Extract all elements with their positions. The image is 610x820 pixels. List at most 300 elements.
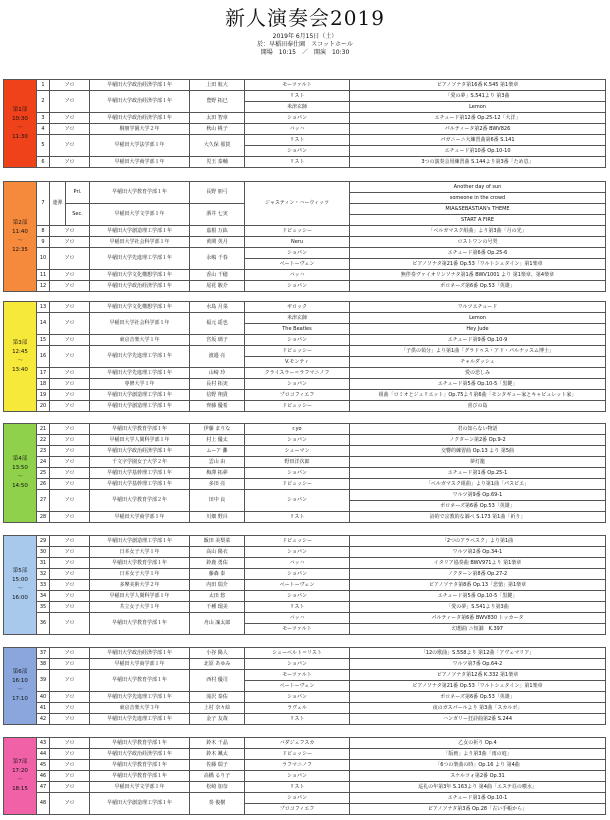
- performance-form: ソロ: [50, 479, 90, 490]
- performer-name: 長野 朋弓: [190, 182, 245, 204]
- performer-name: 渡邉 亮: [190, 346, 245, 368]
- program-row: [4, 738, 606, 749]
- composer: ベートーヴェン: [245, 580, 350, 591]
- performer-name: 内田 瑞介: [190, 580, 245, 591]
- performance-form: ソロ: [50, 226, 90, 237]
- performer-name: 長村 拓実: [190, 379, 245, 390]
- row-number: 22: [37, 435, 50, 446]
- composer: バッハ: [245, 124, 350, 135]
- performance-form: ソロ: [50, 547, 90, 558]
- performance-form: ソロ: [50, 135, 90, 157]
- program-row: [4, 591, 606, 602]
- performance-form: ソロ: [50, 591, 90, 602]
- performer-affiliation: 早稲田大学政治経済学部１年: [90, 749, 190, 760]
- work-title: 夢灯籠: [350, 457, 606, 468]
- composer: ドビュッシー: [245, 749, 350, 760]
- work-title: ポロネーズ第6番 Op.53「英雄」: [350, 692, 606, 703]
- row-number: 13: [37, 302, 50, 313]
- row-number: 33: [37, 580, 50, 591]
- program-row: [4, 659, 606, 670]
- work-title: 夜のガスパールより 第3曲「スカルボ」: [350, 703, 606, 714]
- work-title: ノクターン第8番 Op.27-2: [350, 569, 606, 580]
- composer: r.yo: [245, 424, 350, 435]
- performer-affiliation: 専修大学１年: [90, 379, 190, 390]
- work-title: ワルツ第2番 Op.34-1: [350, 547, 606, 558]
- block-start-time: 13:50: [12, 465, 28, 471]
- program-row: [4, 468, 606, 479]
- performer-name: 黄関 英月: [190, 237, 245, 248]
- performer-name: 福元 遥也: [190, 313, 245, 335]
- performer-name: 飯田 美梨菜: [190, 536, 245, 547]
- program-row: [4, 401, 606, 412]
- program-row: [4, 793, 606, 804]
- row-number: 28: [37, 512, 50, 523]
- block-time-separator: 〜: [17, 357, 23, 364]
- composer: モーツァルト: [245, 624, 350, 635]
- performer-affiliation: 早稲田大学社会科学部１年: [90, 313, 190, 335]
- performance-form: ソロ: [50, 558, 90, 569]
- composer: V.モンティ: [245, 357, 350, 368]
- program-row: [4, 346, 606, 357]
- program-block-3: [3, 301, 606, 412]
- block-name: 第6部: [12, 669, 28, 675]
- performer-name: 豊野 拓巳: [190, 91, 245, 113]
- work-title: 交響的練習曲 Op.13 より 第5曲: [350, 446, 606, 457]
- performance-form: ソロ: [50, 124, 90, 135]
- program-row: [4, 613, 606, 624]
- performer-affiliation: 早稲田大学先進理工学部１年: [90, 368, 190, 379]
- performance-form: ソロ: [50, 536, 90, 547]
- row-number: 9: [37, 237, 50, 248]
- performer-name: 小谷 陽人: [190, 648, 245, 659]
- composer: リスト: [245, 135, 350, 146]
- block-name: 第3部: [12, 339, 28, 346]
- row-number: 31: [37, 558, 50, 569]
- performance-form: ソロ: [50, 80, 90, 91]
- program-block-7: [3, 737, 606, 815]
- performer-affiliation: 早稲田大学教育学部１年: [90, 613, 190, 635]
- program-row: [4, 648, 606, 659]
- composer: モーツァルト: [245, 80, 350, 91]
- block-time-separator: 〜: [17, 777, 23, 783]
- performance-form: ソロ: [50, 512, 90, 523]
- performer-name: 宮坂 璃子: [190, 335, 245, 346]
- performance-form: ソロ: [50, 703, 90, 714]
- block-start-time: 12:45: [12, 348, 28, 355]
- composer: プロコフィエフ: [245, 390, 350, 401]
- composer: バッハ: [245, 558, 350, 569]
- work-title: Lemon: [350, 313, 606, 324]
- performer-name: 藤森 泰: [190, 569, 245, 580]
- program-row: [4, 80, 606, 91]
- performance-form: ソロ: [50, 157, 90, 168]
- row-number: 17: [37, 368, 50, 379]
- block-6-label: [4, 648, 37, 725]
- performance-form: ソロ: [50, 738, 90, 749]
- block-end-time: 17:10: [12, 696, 28, 702]
- composer: ショパン: [245, 281, 350, 292]
- performer-name: 秋山 桃子: [190, 124, 245, 135]
- block-name: 第7部: [12, 759, 28, 765]
- work-title: 「愛の夢」S.541より 第3曲: [350, 91, 606, 102]
- program-row: [4, 226, 606, 237]
- row-number: 38: [37, 659, 50, 670]
- performance-form: ソロ: [50, 281, 90, 292]
- performer-name: 大久保 那賀: [190, 135, 245, 157]
- performer-affiliation: 早稲田大学教育学部１年: [90, 738, 190, 749]
- row-number: 36: [37, 613, 50, 635]
- block-end-time: 14:50: [12, 483, 28, 489]
- row-number: 8: [37, 226, 50, 237]
- work-title: エチュード第1番 Op.10-1: [350, 793, 606, 804]
- program-row: [4, 302, 606, 313]
- performer-name: 齊藤 優希: [190, 401, 245, 412]
- performer-name: 鈴鹿 勇佑: [190, 558, 245, 569]
- composer: ショパン: [245, 379, 350, 390]
- program-row: [4, 313, 606, 324]
- block-name: 第1部: [12, 106, 28, 113]
- performer-name: 伊藤 まりな: [190, 424, 245, 435]
- work-title: 「2つのアラベスク」より第1曲: [350, 536, 606, 547]
- block-time-separator: 〜: [17, 474, 23, 480]
- program-block-6: [3, 647, 606, 725]
- work-title: パルティータ第6番 BWV830 トッカータ: [350, 613, 606, 624]
- performance-form: ソロ: [50, 91, 90, 113]
- row-number: 4: [37, 124, 50, 135]
- row-number: 39: [37, 670, 50, 692]
- performer-affiliation: 早稲田大学政治経済学部１年: [90, 91, 190, 113]
- performer-affiliation: 早稲田大学社会科学部１年: [90, 237, 190, 248]
- composer: ショパン: [245, 591, 350, 602]
- block-start-time: 11:40: [12, 228, 28, 235]
- performer-affiliation: 早稲田大学先進理工学部１年: [90, 248, 190, 270]
- performer-name: 川畑 野呂: [190, 512, 245, 523]
- performer-name: 鈴木 颯太: [190, 749, 245, 760]
- performance-form: ソロ: [50, 648, 90, 659]
- part-primo: Pri.: [66, 182, 90, 204]
- program-header: [0, 0, 610, 57]
- row-number: 41: [37, 703, 50, 714]
- composer: ドビュッシー: [245, 536, 350, 547]
- performance-form: ソロ: [50, 760, 90, 771]
- performer-name: 太田 智章: [190, 113, 245, 124]
- work-title: ハンガリー狂詩曲第2番 S.244: [350, 714, 606, 725]
- block-2-label: [4, 182, 37, 292]
- row-number: 26: [37, 479, 50, 490]
- work-title: 乙女の祈り Op.4: [350, 738, 606, 749]
- block-end-time: 11:30: [12, 133, 28, 140]
- work-title: エチュード第9番 Op.10-9: [350, 335, 606, 346]
- program-row: [4, 569, 606, 580]
- program-row: [4, 335, 606, 346]
- work-title: ポロネーズ第6番 Op.53「英雄」: [350, 501, 606, 512]
- performance-form: ソロ: [50, 424, 90, 435]
- row-number: 43: [37, 738, 50, 749]
- performer-affiliation: 早稲田大学教育学部１年: [90, 182, 190, 204]
- block-time-separator: 〜: [17, 124, 23, 131]
- program-block-4: [3, 423, 606, 523]
- program-row: [4, 124, 606, 135]
- row-number: 14: [37, 313, 50, 335]
- performer-name: ムーア 灘: [190, 446, 245, 457]
- composer: ショパン: [245, 248, 350, 259]
- performance-form: ソロ: [50, 335, 90, 346]
- program-row: [4, 749, 606, 760]
- performer-name: 田中 良: [190, 490, 245, 512]
- row-number: 47: [37, 782, 50, 793]
- performer-name: 水島 月菜: [190, 302, 245, 313]
- row-number: 29: [37, 536, 50, 547]
- part-secondo: Sec.: [66, 204, 90, 226]
- event-date: 2019年 6月15日（土）: [272, 33, 338, 40]
- row-number: 44: [37, 749, 50, 760]
- composer: ショパン: [245, 146, 350, 157]
- row-number: 10: [37, 248, 50, 270]
- composer: 野田洋次郎: [245, 457, 350, 468]
- performance-form: 連弾: [50, 182, 66, 226]
- composer: ショパン: [245, 771, 350, 782]
- block-end-time: 16:00: [12, 595, 28, 601]
- row-number: 25: [37, 468, 50, 479]
- composer: バッハ: [245, 613, 350, 624]
- work-title: someone in the crowd: [350, 193, 606, 204]
- performer-name: 西村 優司: [190, 670, 245, 692]
- row-number: 27: [37, 490, 50, 512]
- row-number: 18: [37, 379, 50, 390]
- work-title: ワルツ第9番 Op.69-1: [350, 490, 606, 501]
- row-number: 30: [37, 547, 50, 558]
- work-title: 幻想曲 ニ短調 K.397: [350, 624, 606, 635]
- work-title: 3つの演奏会用練習曲 S.144より第3番「ため息」: [350, 157, 606, 168]
- work-title: 組曲「ロミオとジュリエット」Op.75より第6曲「モンタギュー家とキャピュレット家」: [350, 390, 606, 401]
- program-row: [4, 281, 606, 292]
- program-row: [4, 547, 606, 558]
- performer-affiliation: 早稲田大学政治経済学部１年: [90, 113, 190, 124]
- performer-name: 上田 航大: [190, 80, 245, 91]
- performer-affiliation: 早稲田大学法学部１年: [90, 135, 190, 157]
- program-row: [4, 157, 606, 168]
- work-title: 「子供の領分」より第1曲「グラドゥス・アド・パルナッスム博士」: [350, 346, 606, 357]
- performer-name: 鈴木 千晶: [190, 738, 245, 749]
- performance-form: ソロ: [50, 313, 90, 335]
- row-number: 40: [37, 692, 50, 703]
- program-row: [4, 558, 606, 569]
- performer-affiliation: 早稲田大学教育学部２年: [90, 490, 190, 512]
- work-title: 詩的で宗教的な調べ S.173 第1曲「祈り」: [350, 512, 606, 523]
- work-title: エチュード第12番 Op.25-12「大洋」: [350, 113, 606, 124]
- program-row: [4, 479, 606, 490]
- block-7-label: [4, 738, 37, 815]
- performance-form: ソロ: [50, 435, 90, 446]
- performer-affiliation: 早稲田大学教育学部１年: [90, 424, 190, 435]
- row-number: 6: [37, 157, 50, 168]
- performer-affiliation: 千文字学園女子大学２年: [90, 457, 190, 468]
- work-title: Lemon: [350, 102, 606, 113]
- row-number: 48: [37, 793, 50, 815]
- work-title: エチュード第6番 Op.25-6: [350, 248, 606, 259]
- performer-affiliation: 東京音楽大学３年: [90, 703, 190, 714]
- row-number: 11: [37, 270, 50, 281]
- performer-name: 梅澤 拓夢: [190, 468, 245, 479]
- composer: 米津玄師: [245, 313, 350, 324]
- work-title: 巡礼の年第3年 S.163より 第4曲「エステ荘の噴水」: [350, 782, 606, 793]
- work-title: MIA&SEBASTIAN's THEME: [350, 204, 606, 215]
- row-number: 12: [37, 281, 50, 292]
- composer: ベートーヴェン: [245, 259, 350, 270]
- block-end-time: 12:35: [12, 246, 28, 253]
- performance-form: ソロ: [50, 390, 90, 401]
- block-name: 第2部: [12, 219, 28, 226]
- work-title: イタリア協奏曲 BWV971より 第1楽章: [350, 558, 606, 569]
- performance-form: ソロ: [50, 270, 90, 281]
- work-title: ワルツ第7番 Op.64-2: [350, 659, 606, 670]
- row-number: 32: [37, 569, 50, 580]
- composer: ショパン: [245, 569, 350, 580]
- performer-affiliation: 早稲田大学教育学部１年: [90, 771, 190, 782]
- program-row: [4, 703, 606, 714]
- work-title: 無伴奏ヴァイオリンソナタ第1番 BWV1001 より 第1楽章、第4楽章: [350, 270, 606, 281]
- composer: ショパン: [245, 113, 350, 124]
- composer: Neru: [245, 237, 350, 248]
- program-row: [4, 390, 606, 401]
- performance-form: ソロ: [50, 446, 90, 457]
- performer-name: 北原 あゆみ: [190, 659, 245, 670]
- performer-affiliation: 桐朋学園大学２年: [90, 124, 190, 135]
- performer-name: 香山 千穂: [190, 270, 245, 281]
- performer-affiliation: 早稲田大学教育学部１年: [90, 558, 190, 569]
- performer-name: 信野 翔貴: [190, 390, 245, 401]
- program-block-2: [3, 181, 606, 292]
- composer: ショパン: [245, 435, 350, 446]
- program-row: [4, 692, 606, 703]
- work-title: チャルダッシュ: [350, 357, 606, 368]
- performer-affiliation: 早稲田大学人間科学部１年: [90, 591, 190, 602]
- performer-name: 村上 優太: [190, 435, 245, 446]
- program-row: [4, 512, 606, 523]
- composer: ショパン: [245, 335, 350, 346]
- performer-affiliation: 早稲田大学政治経済学部１年: [90, 281, 190, 292]
- composer: ショパン: [245, 659, 350, 670]
- performer-affiliation: 早稲田大学創造理工学部１年: [90, 401, 190, 412]
- work-title: エチュード第1番 Op.25-1: [350, 468, 606, 479]
- program-row: [4, 424, 606, 435]
- row-number: 2: [37, 91, 50, 113]
- block-time-separator: 〜: [17, 687, 23, 693]
- composer: ドビュッシー: [245, 346, 350, 357]
- program-row: [4, 446, 606, 457]
- work-title: ピアノソナタ第3番 Op.28「古い手帳から」: [350, 804, 606, 815]
- performer-name: 雲山 由: [190, 457, 245, 468]
- composer: リスト: [245, 157, 350, 168]
- composer: ドビュッシー: [245, 401, 350, 412]
- work-title: 君の知らない物語: [350, 424, 606, 435]
- performance-form: ソロ: [50, 457, 90, 468]
- row-number: 24: [37, 457, 50, 468]
- composer: リスト: [245, 602, 350, 613]
- program-row: [4, 760, 606, 771]
- performer-name: 佐藤 瑞子: [190, 760, 245, 771]
- block-start-time: 17:20: [12, 768, 28, 774]
- performance-form: ソロ: [50, 401, 90, 412]
- performer-affiliation: 早稲田大学教育学部１年: [90, 670, 190, 692]
- performer-name: 多田 亮: [190, 479, 245, 490]
- performance-form: ソロ: [50, 468, 90, 479]
- work-title: 喜びの島: [350, 401, 606, 412]
- performer-affiliation: 日本女子大学１年: [90, 569, 190, 580]
- performer-affiliation: 多摩美術大学２年: [90, 580, 190, 591]
- row-number: 5: [37, 135, 50, 157]
- composer: ショパン: [245, 692, 350, 703]
- block-end-time: 13:40: [12, 366, 28, 373]
- performer-name: 児玉 泰輔: [190, 157, 245, 168]
- work-title: スケルツォ第2番 Op.31: [350, 771, 606, 782]
- program-row: [4, 580, 606, 591]
- event-venue: 於：早稲田奉仕園 スコットホール: [257, 41, 353, 48]
- block-start-time: 15:00: [12, 577, 28, 583]
- row-number: 1: [37, 80, 50, 91]
- composer: ドビュッシー: [245, 479, 350, 490]
- block-start-time: 10:30: [12, 115, 28, 122]
- program-row: [4, 536, 606, 547]
- performer-name: 尾花 駿介: [190, 281, 245, 292]
- work-title: ピアノソナタ第21番 Op.53「ワルトシュタイン」第1楽章: [350, 681, 606, 692]
- work-title: START A FIRE: [350, 215, 606, 226]
- performer-affiliation: 早稲田大学政治経済学部１年: [90, 648, 190, 659]
- work-title: パガニーニ大練習曲第6番 S.141: [350, 135, 606, 146]
- row-number: 35: [37, 602, 50, 613]
- composer: リスト: [245, 714, 350, 725]
- composer: ギロック: [245, 302, 350, 313]
- row-number: 42: [37, 714, 50, 725]
- row-number: 20: [37, 401, 50, 412]
- composer: バッハ: [245, 270, 350, 281]
- performer-affiliation: 早稲田大学先進理工学部１年: [90, 346, 190, 368]
- event-times: 開場 10:15 ／ 開演 10:30: [260, 49, 350, 56]
- performance-form: ソロ: [50, 379, 90, 390]
- performer-name: 高山 陽衣: [190, 547, 245, 558]
- composer: ショパン: [245, 793, 350, 804]
- work-title: Another day of sun: [350, 182, 606, 193]
- work-title: 「版画」より第3曲「雨の庭」: [350, 749, 606, 760]
- performer-affiliation: 早稲田大学創造理工学部１年: [90, 226, 190, 237]
- program-row: [4, 435, 606, 446]
- composer: リスト: [245, 782, 350, 793]
- block-3-label: [4, 302, 37, 412]
- program-row: [4, 113, 606, 124]
- work-title: エチュード第10番 Op.10-10: [350, 146, 606, 157]
- work-title: 「ベルガマスク組曲」より第3曲「月の光」: [350, 226, 606, 237]
- program-row: [4, 368, 606, 379]
- performer-affiliation: 早稲田大学文学部１年: [90, 204, 190, 226]
- page-title: 新人演奏会2019: [225, 6, 385, 30]
- program-row: [4, 135, 606, 146]
- work-title: ノクターン第2番 Op.9-2: [350, 435, 606, 446]
- work-title: ピアノソナタ第16番 K.545 第1楽章: [350, 80, 606, 91]
- work-title: パルティータ第2番 BWV826: [350, 124, 606, 135]
- performance-form: ソロ: [50, 714, 90, 725]
- block-4-label: [4, 424, 37, 523]
- performance-form: ソロ: [50, 782, 90, 793]
- row-number: 7: [37, 182, 50, 226]
- composer: ベートーヴェン: [245, 681, 350, 692]
- performance-form: ソロ: [50, 569, 90, 580]
- block-end-time: 18:15: [12, 786, 28, 792]
- program-row: [4, 270, 606, 281]
- row-number: 21: [37, 424, 50, 435]
- performer-name: 金子 友哉: [190, 714, 245, 725]
- performer-name: 舟山 凜太郎: [190, 613, 245, 635]
- block-5-label: [4, 536, 37, 635]
